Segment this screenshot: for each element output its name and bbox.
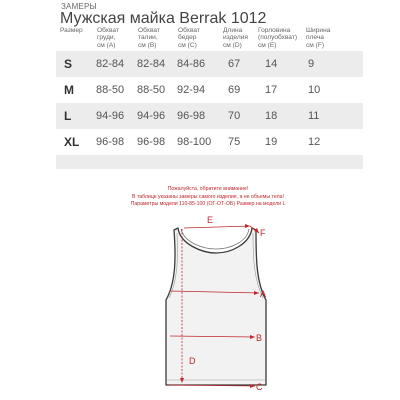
cell-neck: 17 [265, 84, 278, 96]
cell-waist: 94-96 [137, 110, 166, 122]
label-a: A [260, 289, 267, 299]
cell-hips: 92-94 [177, 84, 206, 96]
cell-shoulder: 11 [308, 110, 320, 122]
note-line: В таблице указаны замеры самого изделия, а не объемы тела! [132, 193, 284, 200]
col-header-waist: Обхват талии, см (B) [138, 27, 160, 49]
arrowhead-e [245, 224, 250, 228]
cell-length: 69 [228, 84, 241, 96]
cell-waist: 88-50 [137, 84, 166, 96]
cell-shoulder: 10 [308, 84, 321, 96]
cell-neck: 19 [265, 136, 278, 148]
cell-neck: 18 [265, 110, 278, 122]
note-line: Пожалуйста, обратите внимание! [167, 186, 249, 192]
tank-top-outline [166, 228, 266, 385]
col-header-length: Длина изделия см (D) [223, 27, 248, 49]
page-title: Мужская майка Berrak 1012 [60, 10, 267, 27]
label-f: F [260, 228, 266, 238]
col-header-shoulder: Ширина плеча см (F) [306, 27, 331, 49]
cell-chest: 88-50 [96, 84, 125, 96]
label-c: C [256, 382, 263, 392]
cell-size: S [64, 57, 73, 71]
cell-shoulder: 12 [308, 136, 321, 148]
cell-hips: 84-86 [177, 58, 206, 70]
cell-waist: 82-84 [137, 58, 166, 70]
measure-line-e [184, 226, 250, 228]
label-d: D [189, 356, 196, 366]
col-header-hips: Обхват бедер см (C) [178, 27, 200, 49]
cell-size: L [64, 109, 72, 123]
cell-size: XL [64, 135, 80, 149]
cell-hips: 98-100 [177, 136, 212, 148]
col-header-chest: Обхват груди, см (A) [97, 27, 119, 49]
note-line: Параметры модели 110-85-100 (ОГ-ОТ-ОБ) Размер на модели L [130, 201, 286, 208]
cell-hips: 96-98 [177, 110, 206, 122]
cell-length: 67 [228, 58, 241, 70]
col-header-neck: Горловина (полуобхват) см (E) [258, 27, 298, 49]
cell-waist: 96-98 [137, 136, 166, 148]
cell-chest: 82-84 [96, 58, 125, 70]
section-label: ЗАМЕРЫ [61, 2, 97, 11]
cell-size: M [64, 83, 74, 97]
cell-chest: 96-98 [96, 136, 125, 148]
cell-shoulder: 9 [308, 58, 315, 70]
col-header-size: Размер [60, 27, 83, 34]
cell-chest: 94-96 [96, 110, 125, 122]
cell-length: 75 [228, 136, 241, 148]
cell-length: 70 [228, 110, 241, 122]
cell-neck: 14 [265, 58, 278, 70]
label-b: B [256, 333, 263, 343]
label-e: E [207, 215, 214, 225]
